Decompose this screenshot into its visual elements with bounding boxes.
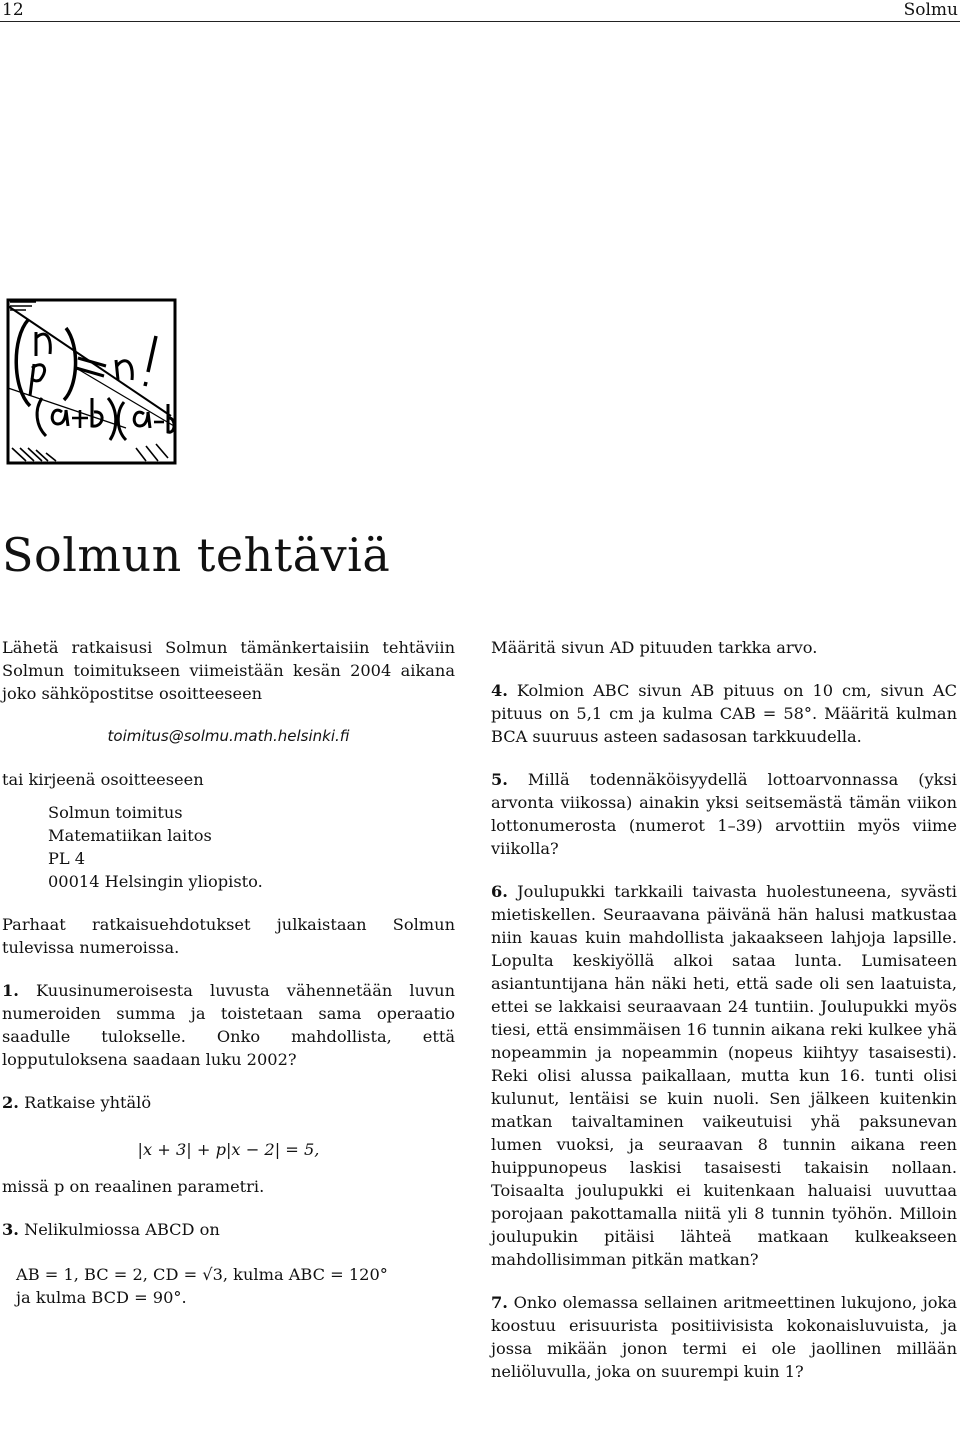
problem-7 [491, 1291, 957, 1383]
problem-number: 1. [2, 981, 19, 1000]
page-number: 12 [2, 0, 24, 20]
running-title: Solmu [903, 0, 958, 20]
right-column [491, 636, 957, 1383]
post-intro: tai kirjeenä osoitteeseen [2, 770, 204, 789]
problem-number: 2. [2, 1093, 19, 1112]
problem-text: Joulupukki tarkkaili taivasta huolestuneena, syvästi mietiskellen. Seuraavana päivänä hän halusi matkustaa niin kauas kuin mahdollista jakaakseen lahjoja lapsille. Lopulta keskiyöllä alkoi sataa lunta. Lumisateen asiantuntijana hän näki heti, että sade oli sen laatuista, ettei se lakkaisi seuraavaan 24 tuntiin. Joulupukki myös tiesi, että ensimmäisen 16 tunnin aikana reki kulkee yhä nopeammin ja nopeammin (nopeus kiihtyy tasaisesti). Reki olisi alussa paikallaan, mutta kun 16. tunti olisi kulunut, lentäisi se kuin nuoli. Sen jälkeen kuitenkin matkan taivaltaminen vaikeutuisi yhä paksunevan lumen vuoksi, ja seuraavan 8 tunnin aikana reen huippunopeus laskisi tasaisesti takaisin nollaan. Toisaalta joulupukki ei kuitenkaan haluaisi uuvuttaa porojaan pakottamalla niitä yli 8 tunnin työhön. Milloin joulupukin pitäisi lähteä matkaan kulkeakseen mahdollisimman pitkän matkan? [491, 882, 957, 1269]
problem-text: Ratkaise yhtälö [24, 1093, 152, 1112]
problem-5 [491, 768, 957, 860]
problem-3-continuation: Määritä sivun AD pituuden tarkka arvo. [491, 638, 818, 657]
equation: |x + 3| + p|x − 2| = 5, [137, 1140, 320, 1159]
problem-text: Nelikulmiossa ABCD on [24, 1220, 220, 1239]
problem-number: 4. [491, 681, 508, 700]
header-rule [0, 21, 960, 22]
problem-3 [2, 1218, 455, 1241]
problem-number: 5. [491, 770, 508, 789]
page-header [0, 0, 960, 22]
page-title: Solmun tehtäviä [2, 528, 391, 582]
problem-2-after: missä p on reaalinen parametri. [2, 1177, 265, 1196]
problem-6 [491, 880, 957, 1271]
problem-3-equation: AB = 1, BC = 2, CD = √3, kulma ABC = 120° [16, 1265, 388, 1284]
address-line: Solmun toimitus [48, 803, 183, 822]
handwritten-formula-sketch [6, 298, 177, 465]
problem-number: 7. [491, 1293, 508, 1312]
publish-note: Parhaat ratkaisuehdotukset julkaistaan Solmun tulevissa numeroissa. [2, 915, 455, 957]
problem-text: Onko olemassa sellainen aritmeettinen lukujono, joka koostuu erisuurista positiivisista kokonaisluvuista, ja jossa mikään jonon termi ei ole jaollinen millään neliöluvulla, joka on suurempi kuin 1? [491, 1293, 957, 1381]
email-address: toimitus@solmu.math.helsinki.fi [107, 727, 350, 745]
address-line: 00014 Helsingin yliopisto. [48, 872, 263, 891]
problem-number: 6. [491, 882, 508, 901]
address-line: PL 4 [48, 849, 86, 868]
address-line: Matematiikan laitos [48, 826, 212, 845]
problem-text: Kuusinumeroisesta luvusta vähennetään luvun numeroiden summa ja toistetaan sama operaatio saadulle tulokselle. Onko mahdollista, että lopputuloksena saadaan luku 2002? [2, 981, 455, 1069]
problem-1 [2, 979, 455, 1071]
problem-text: Millä todennäköisyydellä lottoarvonnassa (yksi arvonta viikossa) ainakin yksi seitsemästä tämän viikon lottonumerosta (numerot 1–39) arvottiin myös viime viikolla? [491, 770, 957, 858]
postal-address [48, 801, 455, 893]
problem-text: Kolmion ABC sivun AB pituus on 10 cm, sivun AC pituus on 5,1 cm ja kulma CAB = 58°. Määritä kulman BCA suuruus asteen sadasosan tarkkuudella. [491, 681, 958, 746]
problem-4 [491, 679, 957, 748]
left-column [2, 636, 455, 1309]
problem-3-equation-cont: ja kulma BCD = 90°. [16, 1288, 187, 1307]
intro-paragraph: Lähetä ratkaisusi Solmun tämänkertaisiin tehtäviin Solmun toimitukseen viimeistään kesän 2004 aikana joko sähköpostitse osoitteeseen [2, 638, 455, 703]
problem-2 [2, 1091, 455, 1114]
problem-number: 3. [2, 1220, 19, 1239]
